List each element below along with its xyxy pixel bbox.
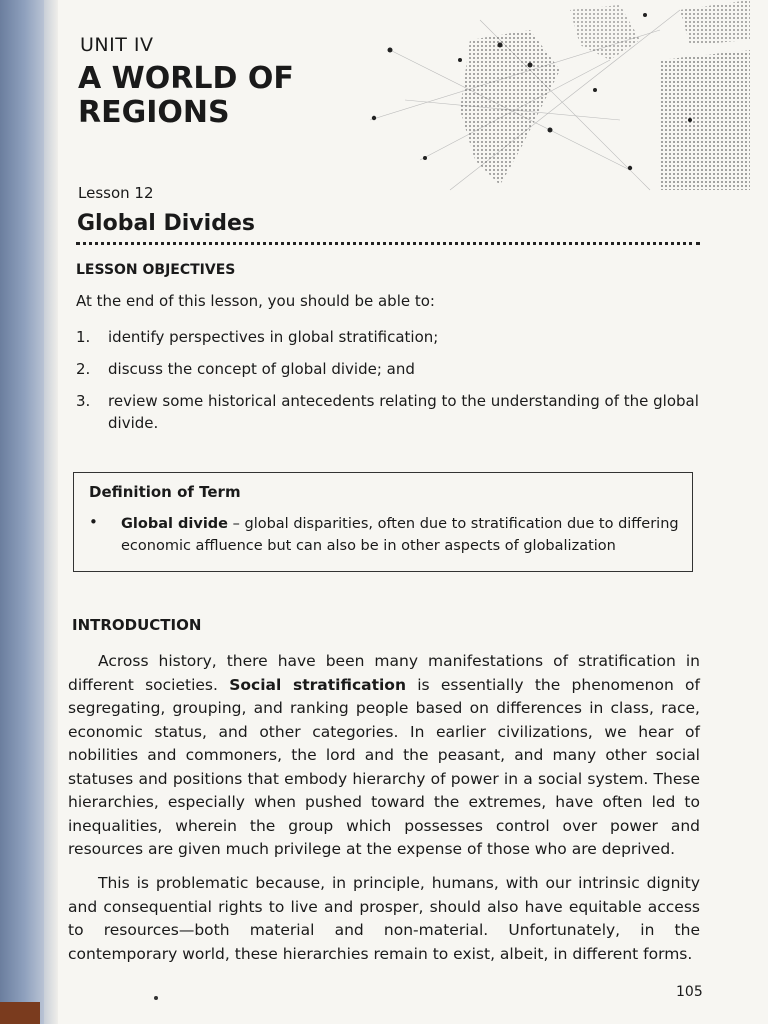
objectives-intro: At the end of this lesson, you should be able to: — [76, 292, 435, 310]
page-number: 105 — [676, 984, 703, 1000]
definition-text — [121, 513, 681, 557]
objective-item — [76, 326, 700, 348]
bullet-icon: • — [89, 513, 98, 531]
objective-item — [76, 358, 700, 380]
lesson-title: Global Divides — [77, 211, 255, 236]
lesson-number: Lesson 12 — [78, 184, 154, 202]
unit-label: UNIT IV — [80, 34, 154, 56]
introduction-paragraph-1 — [68, 650, 700, 862]
objective-text: identify perspectives in global stratification; — [108, 328, 439, 346]
p2-text: This is problematic because, in principle, humans, with our intrinsic dignity and consequential rights to live and prosper, should also have equitable access to resources—both material and non-material. Unfortunately, in the contemporary world, these hierarchies remain to exist, albeit, in different forms. — [68, 874, 700, 963]
unit-title — [78, 62, 378, 130]
unit-title-line-1: A WORLD OF — [78, 61, 294, 96]
p1-text-start: Across history, there have been many manifestations of stratification in different societies. — [68, 652, 700, 694]
introduction-heading: INTRODUCTION — [72, 616, 202, 634]
p1-text-end: is essentially the phenomenon of segregating, grouping, and ranking people based on differences in class, race, economic status, and other categories. In earlier civilizations, we hear of nobilities and commoners, the lord and the peasant, and many other social statuses and positions that embody hierarchy of power in a social system. These hierarchies, especially when pushed toward the extremes, have often led to inequalities, wherein the group which possesses control over power and resources are given much privilege at the expense of those who are deprived. — [68, 675, 700, 858]
unit-title-line-2: REGIONS — [78, 95, 230, 130]
objective-text: discuss the concept of global divide; and — [108, 360, 415, 378]
objectives-heading: LESSON OBJECTIVES — [76, 262, 236, 278]
objective-number: 1. — [76, 328, 91, 346]
definition-box — [73, 472, 693, 572]
objective-number: 3. — [76, 392, 91, 410]
introduction-paragraph-2 — [68, 872, 700, 966]
objectives-list — [76, 326, 700, 434]
objective-number: 2. — [76, 360, 91, 378]
objective-text: review some historical antecedents relating to the understanding of the global divide. — [108, 392, 699, 432]
definition-heading: Definition of Term — [89, 483, 241, 501]
definition-body: – global disparities, often due to stratification due to differing economic affluence but can also be in other aspects of globalization — [121, 516, 679, 554]
dotted-divider — [76, 242, 700, 245]
objective-item — [76, 390, 700, 434]
p1-bold-term: Social stratification — [229, 675, 406, 694]
stray-mark — [154, 996, 158, 1000]
definition-term: Global divide — [121, 516, 229, 532]
